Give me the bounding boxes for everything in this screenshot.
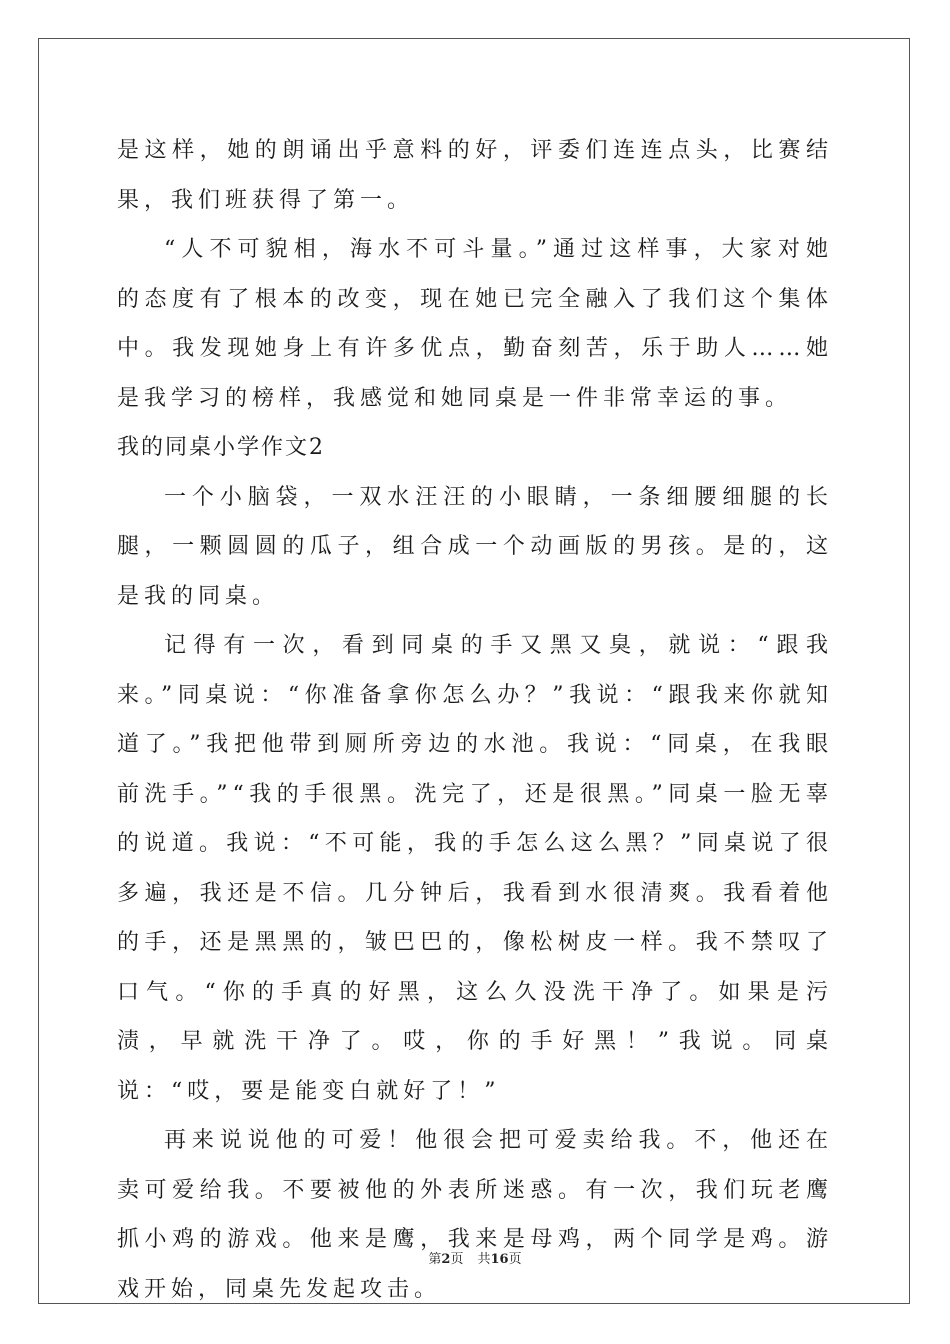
paragraph: “人不可貌相，海水不可斗量。”通过这样事，大家对她的态度有了根本的改变，现在她已完全融入了我们这个集体中。我发现她身上有许多优点，勤奋刻苦，乐于助人……她是我学习的榜样，我感觉和她同桌是一件非常幸运的事。 bbox=[117, 237, 833, 411]
current-page-number: 2 bbox=[441, 1252, 451, 1267]
paragraph: 一个小脑袋，一双水汪汪的小眼睛，一条细腰细腿的长腿，一颗圆圆的瓜子，组合成一个动画版的男孩。是的，这是我的同桌。 bbox=[117, 484, 833, 609]
paragraph: 记得有一次，看到同桌的手又黑又臭，就说：“跟我来。”同桌说：“你准备拿你怎么办？”我说：“跟我来你就知道了。”我把他带到厕所旁边的水池。我说：“同桌，在我眼前洗手。”“我的手很黑。洗完了，还是很黑。”同桌一脸无辜的说道。我说：“不可能，我的手怎么这么黑？”同桌说了很多遍，我还是不信。几分钟后，我看到水很清爽。我看着他的手，还是黑黑的，皱巴巴的，像松树皮一样。我不禁叹了口气。“你的手真的好黑，这么久没洗干净了。如果是污渍，早就洗干净了。哎，你的手好黑！”我说。同桌说：“哎，要是能变白就好了！” bbox=[117, 633, 833, 1104]
total-page-count: 16 bbox=[490, 1252, 509, 1267]
page-number-prefix: 第 bbox=[428, 1252, 442, 1267]
page-footer bbox=[0, 1248, 950, 1267]
total-pages-prefix: 共 bbox=[477, 1252, 491, 1267]
total-pages-suffix: 页 bbox=[508, 1252, 522, 1267]
section-heading: 我的同桌小学作文2 bbox=[117, 435, 325, 460]
page-number-suffix: 页 bbox=[450, 1252, 464, 1267]
document-body bbox=[117, 126, 833, 1314]
paragraph: 再来说说他的可爱！他很会把可爱卖给我。不，他还在卖可爱给我。不要被他的外表所迷惑。有一次，我们玩老鹰抓小鸡的游戏。他来是鹰，我来是母鸡，两个同学是鸡。游戏开始，同桌先发起攻击。 bbox=[117, 1128, 833, 1302]
paragraph-continuation: 是这样，她的朗诵出乎意料的好，评委们连连点头，比赛结果，我们班获得了第一。 bbox=[117, 138, 833, 213]
